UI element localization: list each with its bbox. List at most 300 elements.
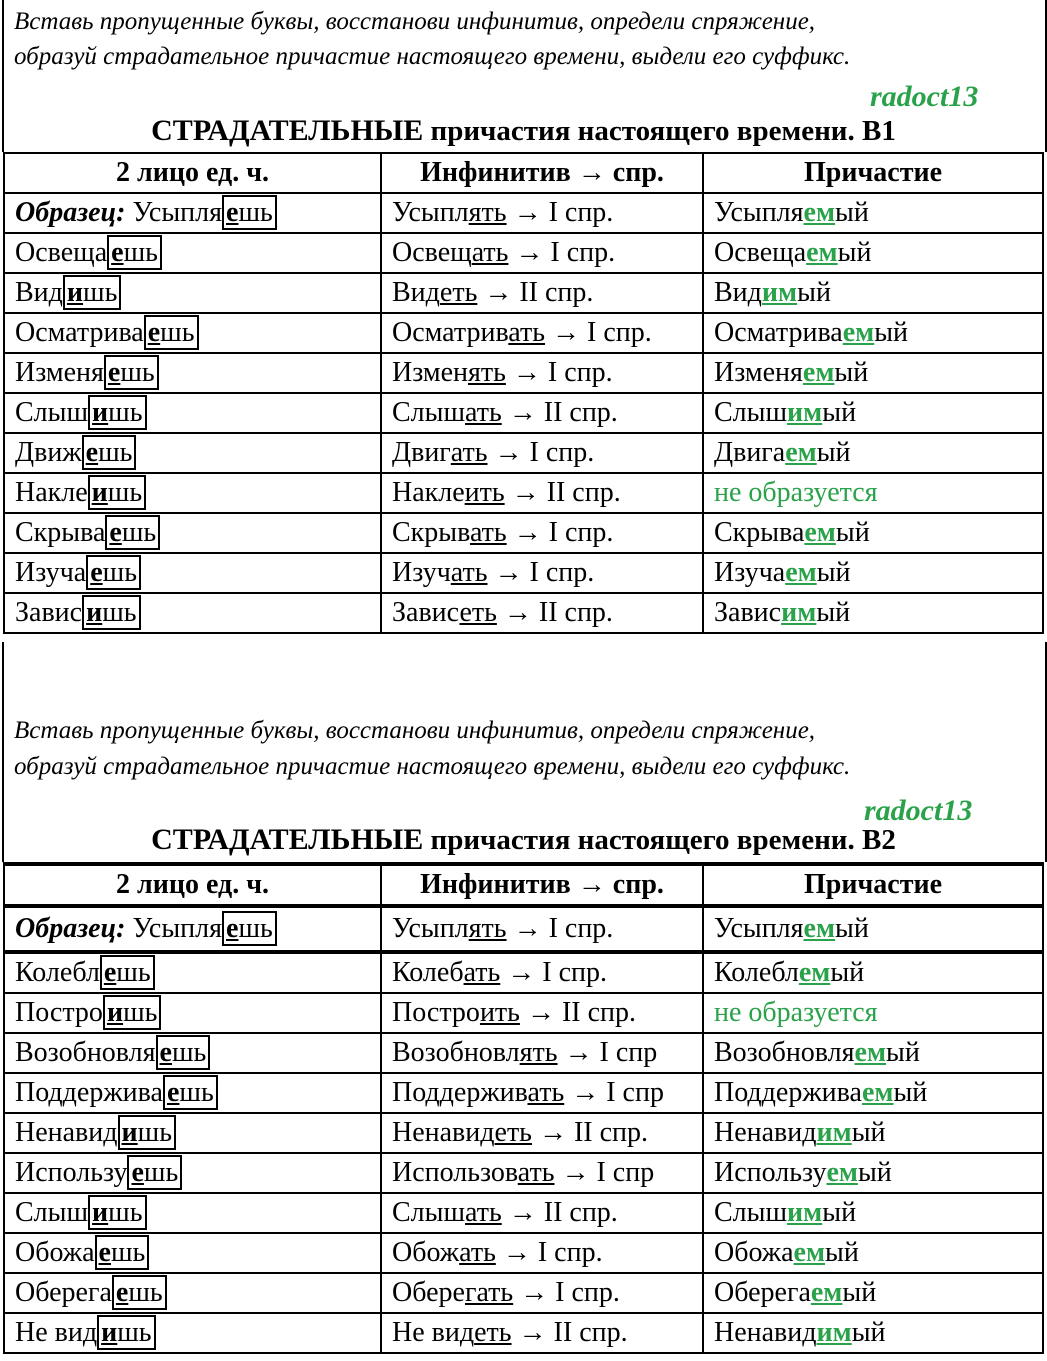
participle-stem: Возобновля bbox=[714, 1037, 855, 1068]
conjugation: → I спр bbox=[557, 1037, 658, 1068]
verb-cell bbox=[4, 1113, 381, 1153]
conjugation: → I спр. bbox=[505, 357, 613, 388]
verb-stem: Колебл bbox=[15, 957, 100, 988]
ending-box bbox=[222, 911, 277, 946]
ending-box bbox=[95, 1235, 150, 1270]
verb-stem: Изменя bbox=[15, 357, 104, 388]
column-header: 2 лицо ед. ч. bbox=[4, 153, 381, 193]
participle-suffix: ем bbox=[803, 197, 836, 228]
table-row bbox=[4, 473, 1043, 513]
table-row bbox=[4, 1113, 1043, 1153]
section-title-b2 bbox=[0, 823, 1047, 857]
participle-suffix: им bbox=[816, 1317, 852, 1348]
conjugation: → I спр bbox=[564, 1077, 664, 1108]
verb-cell bbox=[4, 1193, 381, 1233]
verb-cell bbox=[4, 1233, 381, 1273]
ending-rest: шь bbox=[102, 597, 137, 628]
infinitive-cell bbox=[381, 273, 703, 313]
infinitive-suffix: еть bbox=[474, 1317, 512, 1348]
ending-box bbox=[63, 275, 121, 310]
verb-stem: Постро bbox=[15, 997, 103, 1028]
participle-cell bbox=[703, 906, 1043, 952]
table-row bbox=[4, 313, 1043, 353]
infinitive-suffix: гать bbox=[464, 1277, 514, 1308]
participle-cell bbox=[703, 233, 1043, 273]
ending-box bbox=[127, 1155, 182, 1190]
infinitive-cell bbox=[381, 952, 703, 993]
ending-rest: шь bbox=[128, 1277, 163, 1308]
participle-stem: Скрыва bbox=[714, 517, 805, 548]
ending-box bbox=[88, 1195, 146, 1230]
ending-rest: шь bbox=[123, 237, 158, 268]
table-row bbox=[4, 433, 1043, 473]
ending-rest: шь bbox=[143, 1157, 179, 1188]
ending-rest: шь bbox=[108, 1197, 143, 1228]
infinitive-suffix: ать bbox=[508, 317, 546, 348]
participle-suffix: ем bbox=[806, 237, 838, 268]
infinitive-stem: Слыш bbox=[392, 1197, 466, 1228]
participle-stem: Изменя bbox=[714, 357, 803, 388]
infinitive-suffix: ать bbox=[450, 437, 488, 468]
inserted-letter: е bbox=[115, 1277, 129, 1308]
infinitive-suffix: ать bbox=[471, 237, 509, 268]
table-row bbox=[4, 1153, 1043, 1193]
participle-cell bbox=[703, 1033, 1043, 1073]
participle-stem: Осматрива bbox=[714, 317, 843, 348]
ending-box bbox=[222, 195, 277, 230]
conjugation: → I спр. bbox=[545, 317, 652, 348]
participle-stem: Оберега bbox=[714, 1277, 811, 1308]
participle-stem: Использу bbox=[714, 1157, 827, 1188]
infinitive-stem: Поддержив bbox=[392, 1077, 528, 1108]
ending-box bbox=[97, 1315, 155, 1350]
ending-rest: шь bbox=[117, 1317, 152, 1348]
participle-cell bbox=[703, 952, 1043, 993]
infinitive-suffix: ять bbox=[519, 1037, 558, 1068]
conjugation: → I спр. bbox=[506, 913, 614, 944]
infinitive-cell bbox=[381, 193, 703, 233]
verb-cell bbox=[4, 593, 381, 633]
inserted-letter: е bbox=[147, 317, 161, 348]
verb-cell bbox=[4, 473, 381, 513]
participle-cell bbox=[703, 1273, 1043, 1313]
infinitive-stem: Обере bbox=[392, 1277, 465, 1308]
title-caps: СТРАДАТЕЛЬНЫЕ bbox=[151, 114, 424, 147]
infinitive-cell bbox=[381, 513, 703, 553]
infinitive-stem: Колеб bbox=[392, 957, 464, 988]
verb-cell bbox=[4, 1033, 381, 1073]
participle-cell bbox=[703, 1233, 1043, 1273]
participle-cell bbox=[703, 1193, 1043, 1233]
header-row bbox=[4, 864, 1043, 906]
infinitive-cell bbox=[381, 1313, 703, 1353]
participle-cell bbox=[703, 513, 1043, 553]
ending-rest: шь bbox=[160, 317, 195, 348]
participle-stem: Двига bbox=[714, 437, 786, 468]
participle-ending: ый bbox=[835, 913, 869, 944]
verb-stem: Усыпля bbox=[132, 913, 222, 944]
column-header: Инфинитив → спр. bbox=[381, 864, 703, 906]
table-b1 bbox=[3, 152, 1044, 634]
participle-stem: Колебл bbox=[714, 957, 799, 988]
participle-stem: Усыпля bbox=[714, 913, 804, 944]
participle-ending: ый bbox=[874, 317, 909, 348]
verb-stem: Движ bbox=[15, 437, 82, 468]
not-formed-note: не образуется bbox=[714, 997, 878, 1028]
ending-rest: шь bbox=[116, 957, 151, 988]
infinitive-cell bbox=[381, 593, 703, 633]
participle-cell bbox=[703, 433, 1043, 473]
verb-cell bbox=[4, 393, 381, 433]
infinitive-suffix: ять bbox=[468, 357, 506, 388]
participle-suffix: ем bbox=[798, 957, 831, 988]
inserted-letter: е bbox=[166, 1077, 180, 1108]
participle-cell bbox=[703, 1313, 1043, 1353]
participle-cell bbox=[703, 473, 1043, 513]
participle-ending: ый bbox=[830, 957, 865, 988]
verb-cell bbox=[4, 273, 381, 313]
conjugation: → I спр bbox=[554, 1157, 655, 1188]
ending-box bbox=[100, 955, 155, 990]
participle-suffix: ем bbox=[810, 1277, 843, 1308]
participle-stem: Освеща bbox=[714, 237, 807, 268]
inserted-letter: е bbox=[107, 357, 121, 388]
verb-stem: Оберега bbox=[15, 1277, 112, 1308]
conjugation: → II спр. bbox=[531, 1117, 649, 1148]
ending-box bbox=[118, 1115, 176, 1150]
column-header: Инфинитив → спр. bbox=[381, 153, 703, 193]
participle-stem: Слыш bbox=[714, 397, 788, 428]
infinitive-stem: Освещ bbox=[392, 237, 472, 268]
ending-box bbox=[144, 315, 199, 350]
inserted-letter: е bbox=[103, 957, 117, 988]
infinitive-suffix: еть bbox=[494, 1117, 532, 1148]
participle-suffix: им bbox=[761, 277, 798, 308]
table-row bbox=[4, 952, 1043, 993]
participle-suffix: им bbox=[781, 597, 817, 628]
infinitive-cell bbox=[381, 1153, 703, 1193]
ending-box bbox=[103, 995, 161, 1030]
inserted-letter: и bbox=[121, 1117, 138, 1148]
ending-rest: шь bbox=[179, 1077, 214, 1108]
author-mark: radoct13 bbox=[870, 80, 979, 113]
infinitive-cell bbox=[381, 906, 703, 952]
participle-cell bbox=[703, 553, 1043, 593]
verb-stem: Осматрива bbox=[15, 317, 144, 348]
participle-stem: Вид bbox=[714, 277, 762, 308]
verb-cell bbox=[4, 1273, 381, 1313]
infinitive-suffix: ять bbox=[468, 913, 507, 944]
ending-rest: шь bbox=[102, 557, 137, 588]
verb-cell bbox=[4, 993, 381, 1033]
ending-box bbox=[112, 1275, 167, 1310]
infinitive-cell bbox=[381, 1073, 703, 1113]
table-b2 bbox=[3, 862, 1044, 1354]
infinitive-suffix: ать bbox=[459, 1237, 496, 1268]
ending-rest: шь bbox=[123, 997, 158, 1028]
verb-stem: Поддержива bbox=[15, 1077, 163, 1108]
infinitive-stem: Усыпл bbox=[392, 913, 469, 944]
participle-suffix: ем bbox=[785, 557, 817, 588]
verb-cell bbox=[4, 353, 381, 393]
participle-cell bbox=[703, 193, 1043, 233]
verb-stem: Вид bbox=[15, 277, 63, 308]
table-row bbox=[4, 393, 1043, 433]
not-formed-note: не образуется bbox=[714, 477, 878, 508]
infinitive-suffix: ать bbox=[527, 1077, 565, 1108]
verb-cell bbox=[4, 433, 381, 473]
infinitive-suffix: ать bbox=[465, 397, 502, 428]
participle-stem: Усыпля bbox=[714, 197, 804, 228]
infinitive-stem: Возобновл bbox=[392, 1037, 520, 1068]
table-row bbox=[4, 906, 1043, 952]
infinitive-stem: Осматрив bbox=[392, 317, 509, 348]
verb-stem: Освеща bbox=[15, 237, 108, 268]
table-row bbox=[4, 1073, 1043, 1113]
participle-ending: ый bbox=[886, 1037, 920, 1068]
infinitive-suffix: ять bbox=[468, 197, 507, 228]
participle-ending: ый bbox=[835, 517, 870, 548]
infinitive-suffix: ать bbox=[450, 557, 488, 588]
conjugation: → II спр. bbox=[519, 997, 636, 1028]
instruction-line-1: Вставь пропущенные буквы, восстанови инфинитив, определи спряжение, bbox=[14, 717, 816, 744]
inserted-letter: е bbox=[90, 557, 103, 588]
ending-rest: шь bbox=[110, 1237, 146, 1268]
participle-stem: Слыш bbox=[714, 1197, 788, 1228]
infinitive-suffix: ать bbox=[465, 1197, 502, 1228]
verb-stem: Ненавид bbox=[15, 1117, 118, 1148]
inserted-letter: е bbox=[159, 1037, 172, 1068]
conjugation: → II спр. bbox=[496, 597, 613, 628]
table-row bbox=[4, 353, 1043, 393]
author-mark: radoct13 bbox=[864, 794, 973, 827]
participle-stem: Изуча bbox=[714, 557, 786, 588]
inserted-letter: и bbox=[86, 597, 103, 628]
participle-suffix: ем bbox=[861, 1077, 894, 1108]
infinitive-cell bbox=[381, 1273, 703, 1313]
table-row bbox=[4, 1193, 1043, 1233]
ending-box bbox=[105, 515, 160, 550]
verb-cell bbox=[4, 193, 381, 233]
participle-cell bbox=[703, 1153, 1043, 1193]
ending-box bbox=[88, 475, 146, 510]
section-title-b1 bbox=[0, 114, 1047, 148]
header-row bbox=[4, 153, 1043, 193]
ending-rest: шь bbox=[137, 1117, 172, 1148]
participle-ending: ый bbox=[857, 1157, 892, 1188]
participle-ending: ый bbox=[835, 197, 869, 228]
verb-stem: Слыш bbox=[15, 397, 89, 428]
infinitive-cell bbox=[381, 553, 703, 593]
verb-stem: Изуча bbox=[15, 557, 87, 588]
ending-rest: шь bbox=[107, 477, 143, 508]
verb-stem: Усыпля bbox=[132, 197, 222, 228]
infinitive-cell bbox=[381, 313, 703, 353]
verb-stem: Обожа bbox=[15, 1237, 95, 1268]
infinitive-stem: Обож bbox=[392, 1237, 460, 1268]
participle-suffix: ем bbox=[802, 357, 835, 388]
ending-rest: шь bbox=[98, 437, 133, 468]
infinitive-suffix: ать bbox=[517, 1157, 555, 1188]
ending-rest: шь bbox=[238, 197, 273, 228]
column-header: Причастие bbox=[703, 153, 1043, 193]
table-row bbox=[4, 553, 1043, 593]
infinitive-cell bbox=[381, 1193, 703, 1233]
table-row bbox=[4, 513, 1043, 553]
participle-ending: ый bbox=[851, 1117, 886, 1148]
ending-box bbox=[82, 595, 140, 630]
title-rest: причастия настоящего времени. В2 bbox=[423, 824, 896, 856]
infinitive-cell bbox=[381, 353, 703, 393]
ending-rest: шь bbox=[120, 357, 155, 388]
conjugation: → II спр. bbox=[477, 277, 594, 308]
participle-stem: Поддержива bbox=[714, 1077, 862, 1108]
title-caps: СТРАДАТЕЛЬНЫЕ bbox=[151, 823, 424, 856]
participle-stem: Завис bbox=[714, 597, 782, 628]
infinitive-suffix: еть bbox=[459, 597, 497, 628]
participle-ending: ый bbox=[816, 597, 851, 628]
participle-suffix: ем bbox=[826, 1157, 858, 1188]
infinitive-suffix: ить bbox=[464, 477, 505, 508]
conjugation: → I спр. bbox=[506, 517, 614, 548]
infinitive-stem: Измен bbox=[392, 357, 469, 388]
ending-rest: шь bbox=[83, 277, 118, 308]
infinitive-stem: Слыш bbox=[392, 397, 466, 428]
conjugation: → II спр. bbox=[501, 1197, 618, 1228]
infinitive-stem: Двиг bbox=[392, 437, 451, 468]
inserted-letter: и bbox=[91, 477, 108, 508]
inserted-letter: и bbox=[101, 1317, 118, 1348]
conjugation: → I спр. bbox=[500, 957, 608, 988]
infinitive-cell bbox=[381, 473, 703, 513]
participle-ending: ый bbox=[797, 277, 831, 308]
conjugation: → I спр. bbox=[508, 237, 616, 268]
participle-cell bbox=[703, 353, 1043, 393]
column-header: Причастие bbox=[703, 864, 1043, 906]
verb-cell bbox=[4, 906, 381, 952]
verb-stem: Завис bbox=[15, 597, 83, 628]
infinitive-suffix: ить bbox=[479, 997, 520, 1028]
participle-suffix: ем bbox=[803, 913, 836, 944]
participle-suffix: ем bbox=[785, 437, 817, 468]
participle-ending: ый bbox=[825, 1237, 859, 1268]
infinitive-cell bbox=[381, 1233, 703, 1273]
column-header: 2 лицо ед. ч. bbox=[4, 864, 381, 906]
instruction-line-1: Вставь пропущенные буквы, восстанови инфинитив, определи спряжение, bbox=[14, 8, 816, 35]
inserted-letter: е bbox=[111, 237, 124, 268]
infinitive-cell bbox=[381, 433, 703, 473]
participle-ending: ый bbox=[822, 397, 857, 428]
inserted-letter: е bbox=[98, 1237, 111, 1268]
participle-cell bbox=[703, 593, 1043, 633]
sample-label: Образец: bbox=[15, 197, 133, 228]
table-row bbox=[4, 1273, 1043, 1313]
infinitive-cell bbox=[381, 993, 703, 1033]
infinitive-stem: Завис bbox=[392, 597, 460, 628]
infinitive-suffix: еть bbox=[439, 277, 478, 308]
infinitive-stem: Использов bbox=[392, 1157, 518, 1188]
table-row bbox=[4, 1033, 1043, 1073]
participle-ending: ый bbox=[851, 1317, 886, 1348]
verb-cell bbox=[4, 233, 381, 273]
conjugation: → I спр. bbox=[513, 1277, 620, 1308]
infinitive-cell bbox=[381, 1033, 703, 1073]
ending-rest: шь bbox=[238, 913, 273, 944]
participle-stem: Обожа bbox=[714, 1237, 794, 1268]
infinitive-stem: Вид bbox=[392, 277, 440, 308]
infinitive-stem: Накле bbox=[392, 477, 465, 508]
verb-stem: Скрыва bbox=[15, 517, 106, 548]
participle-ending: ый bbox=[893, 1077, 928, 1108]
ending-rest: шь bbox=[171, 1037, 207, 1068]
conjugation: → II спр. bbox=[511, 1317, 628, 1348]
participle-ending: ый bbox=[822, 1197, 857, 1228]
participle-stem: Ненавид bbox=[714, 1317, 817, 1348]
participle-suffix: ем bbox=[854, 1037, 887, 1068]
participle-ending: ый bbox=[837, 237, 872, 268]
participle-cell bbox=[703, 313, 1043, 353]
verb-cell bbox=[4, 513, 381, 553]
participle-suffix: ем bbox=[842, 317, 875, 348]
participle-suffix: им bbox=[787, 397, 823, 428]
ending-rest: шь bbox=[121, 517, 157, 548]
conjugation: → II спр. bbox=[501, 397, 618, 428]
infinitive-cell bbox=[381, 233, 703, 273]
inserted-letter: и bbox=[106, 997, 124, 1028]
participle-cell bbox=[703, 393, 1043, 433]
ending-box bbox=[88, 395, 146, 430]
inserted-letter: е bbox=[85, 437, 99, 468]
participle-ending: ый bbox=[842, 1277, 877, 1308]
table-row bbox=[4, 233, 1043, 273]
ending-box bbox=[86, 555, 141, 590]
participle-cell bbox=[703, 1113, 1043, 1153]
ending-box bbox=[156, 1035, 211, 1070]
inserted-letter: е bbox=[226, 197, 239, 228]
participle-cell bbox=[703, 1073, 1043, 1113]
inserted-letter: е bbox=[226, 913, 239, 944]
infinitive-stem: Ненавид bbox=[392, 1117, 495, 1148]
conjugation: → I спр. bbox=[506, 197, 614, 228]
title-rest: причастия настоящего времени. В1 bbox=[423, 115, 896, 147]
inserted-letter: е bbox=[109, 517, 122, 548]
infinitive-suffix: ать bbox=[463, 957, 501, 988]
verb-stem: Накле bbox=[15, 477, 88, 508]
conjugation: → II спр. bbox=[504, 477, 621, 508]
participle-cell bbox=[703, 993, 1043, 1033]
infinitive-suffix: ать bbox=[469, 517, 507, 548]
participle-suffix: им bbox=[787, 1197, 823, 1228]
infinitive-cell bbox=[381, 393, 703, 433]
infinitive-stem: Постро bbox=[392, 997, 480, 1028]
verb-cell bbox=[4, 1073, 381, 1113]
table-row bbox=[4, 273, 1043, 313]
participle-suffix: ем bbox=[793, 1237, 826, 1268]
verb-stem: Слыш bbox=[15, 1197, 89, 1228]
verb-stem: Использу bbox=[15, 1157, 128, 1188]
participle-ending: ый bbox=[834, 357, 869, 388]
participle-stem: Ненавид bbox=[714, 1117, 817, 1148]
verb-cell bbox=[4, 952, 381, 993]
table-row bbox=[4, 1233, 1043, 1273]
conjugation: → I спр. bbox=[495, 1237, 603, 1268]
infinitive-stem: Изуч bbox=[392, 557, 451, 588]
infinitive-cell bbox=[381, 1113, 703, 1153]
ending-box bbox=[107, 235, 162, 270]
participle-ending: ый bbox=[816, 557, 851, 588]
inserted-letter: и bbox=[92, 397, 109, 428]
infinitive-stem: Усыпл bbox=[392, 197, 469, 228]
